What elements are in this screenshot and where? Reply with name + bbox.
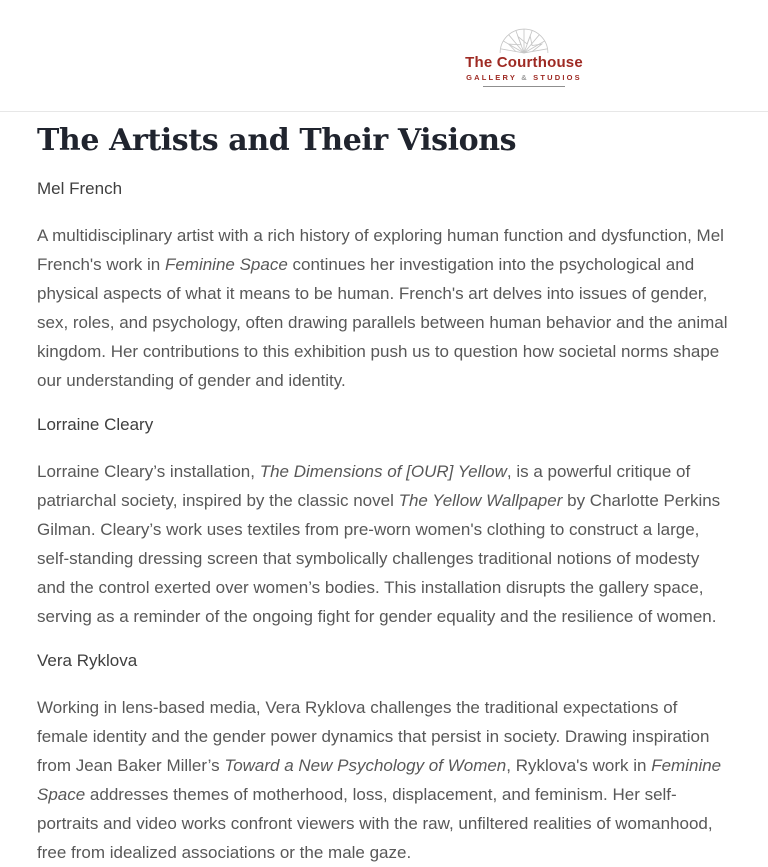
artist-name-heading: Vera Ryklova	[37, 651, 138, 670]
fanlight-arch-icon	[492, 27, 556, 54]
site-logo[interactable]	[454, 27, 594, 87]
logo-subtitle-gallery: GALLERY	[466, 73, 517, 82]
page-title: The Artists and Their Visions	[37, 123, 517, 158]
artist-section-vera-ryklova	[37, 650, 731, 867]
logo-underline	[483, 86, 565, 87]
artist-description: Lorraine Cleary’s installation, The Dimensions of [OUR] Yellow, is a powerful critique of patriarchal society, inspired by the classic novel The Yellow Wallpaper by Charlotte Perkins Gilman. Cleary’s work uses textiles from pre-worn women's clothing to construct a large, self-standing dressing screen that symbolically challenges traditional notions of modesty and the control exerted over women’s bodies. This installation disrupts the gallery space, serving as a reminder of the ongoing fight for gender equality and the resilience of women.	[37, 462, 721, 626]
logo-name: The Courthouse	[465, 54, 583, 71]
artist-section-mel-french	[37, 178, 731, 395]
artist-name-heading: Mel French	[37, 179, 123, 198]
artist-description: A multidisciplinary artist with a rich history of exploring human function and dysfunction, Mel French's work in Feminine Space continues her investigation into the psychological and physical aspects of what it means to be human. French's art delves into issues of gender, sex, roles, and psychology, often drawing parallels between human behavior and the animal kingdom. Her contributions to this exhibition push us to question how societal norms shape our understanding of gender and identity.	[37, 226, 728, 390]
article-content	[0, 123, 768, 867]
logo-subtitle-ampersand: &	[521, 73, 529, 82]
logo-subtitle-studios: STUDIOS	[533, 73, 582, 82]
artist-name-heading: Lorraine Cleary	[37, 415, 154, 434]
site-header	[0, 0, 768, 112]
artist-section-lorraine-cleary	[37, 414, 731, 631]
logo-subtitle	[454, 73, 594, 82]
artist-description: Working in lens-based media, Vera Ryklova challenges the traditional expectations of female identity and the gender power dynamics that persist in society. Drawing inspiration from Jean Baker Miller’s Toward a New Psychology of Women, Ryklova's work in Feminine Space addresses themes of motherhood, loss, displacement, and feminism. Her self-portraits and video works confront viewers with the raw, unfiltered realities of womanhood, free from idealized associations or the male gaze.	[37, 698, 722, 862]
